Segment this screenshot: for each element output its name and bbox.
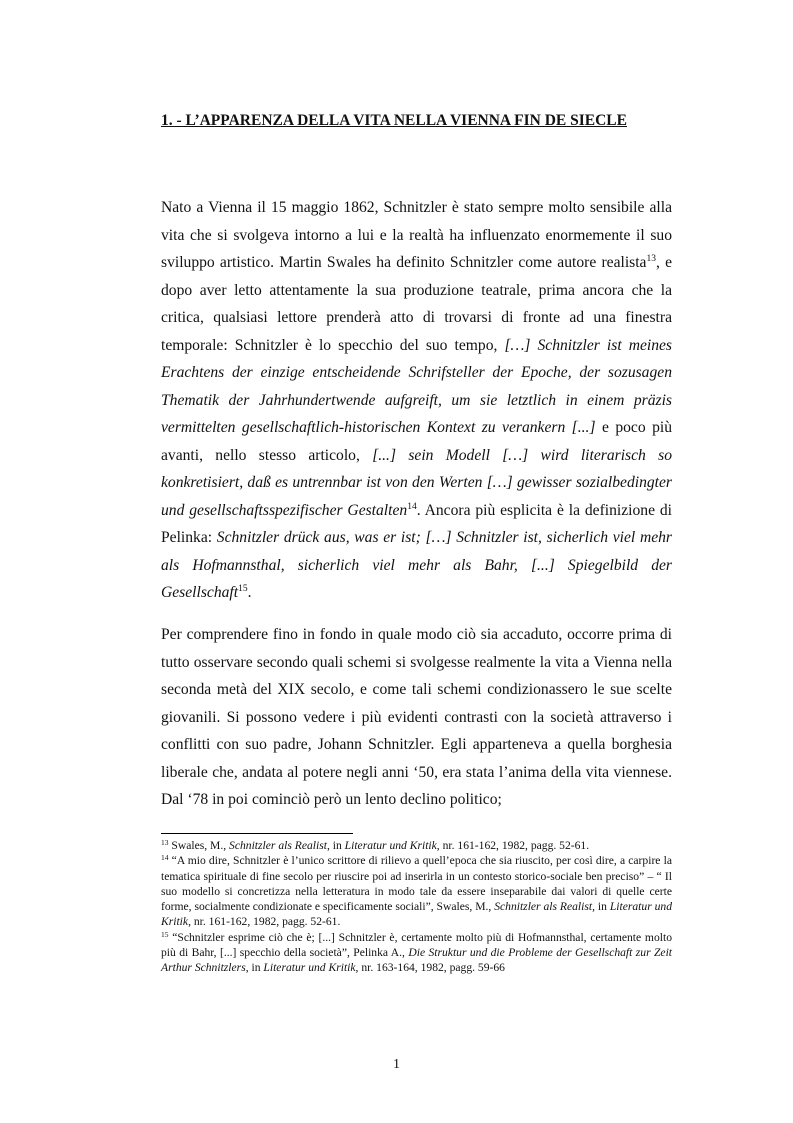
footnote-title: Die Struktur und die Probleme der Gesellschaft zur Zeit Arthur Schnitzlers [161,946,673,975]
footnote-text: , in [326,839,345,852]
footnote-journal: Literatur und Kritik [263,961,356,975]
chapter-heading: 1. - L’APPARENZA DELLA VITA NELLA VIENNA FIN DE SIECLE [161,112,627,129]
footnote-ref-14: 14 [407,501,417,512]
footnote-number: 13 [161,838,169,847]
footnote-separator [161,833,353,834]
text-run: , e dopo aver letto attentamente la sua produzione teatrale, prima ancora che la critica, qualsiasi lettore prenderà atto di trovarsi di fronte ad una finestra temporale: Schnitzler è lo specchio del suo tempo, [161,254,673,354]
footnote-title: Schnitzler als Realist [229,839,327,852]
footnote-text: , nr. 161-162, 1982, pagg. 52-61. [436,839,590,852]
quote-swales-1: […] Schnitzler ist meines Erachtens der einzige entscheidende Schrifsteller der Epoche, der sozusagen Thematik der Jahrhundertwende aufgreift, um sie letztlich in einem präzis vermittelten gesellschaftlich-historischen Kontext zu verankern [...] [161,336,672,436]
footnote-13 [161,838,672,853]
footnote-ref-13: 13 [646,254,656,264]
footnote-14 [161,853,672,929]
paragraph-2: Per comprendere fino in fondo in quale modo ciò sia accaduto, occorre prima di tutto osservare secondo quali schemi si svolgesse realmente la vita a Vienna nella seconda metà del XIX secolo, e come tali schemi condizionassero le sue scelte giovanili. Si possono vedere i più evidenti contrasti con la società attraverso i conflitti con suo padre, Johann Schnitzler. Egli apparteneva a quella borghesia liberale che, andata al potere negli anni ‘50, era stata l’anima della vita viennese. Dal ‘78 in poi cominciò però un lento declino politico; [161,626,672,808]
page-number: 1 [393,1057,400,1072]
footnote-text: , in [245,961,264,975]
footnote-text: “A mio dire, Schnitzler è l’unico scrittore di rilievo a quell’epoca che sia riuscito, per così dire, a carpire la tematica spirituale di fine secolo per riuscire poi ad inserirla in un contesto storico-sociale ben preciso” – “ Il suo modello si concretizza nella letteratura in modo tale da essere inseparabile dai valori di quelle certe forme, socialmente condizionate e specificamente sociali”, Swales, M., [161,854,672,914]
text-run: e poco più avanti, nello stesso articolo, [161,419,672,464]
footnote-text: , nr. 161-162, 1982, pagg. 52-61. [188,915,341,929]
footnote-journal: Literatur und Kritik [344,839,437,852]
text-run: Nato a Vienna il 15 maggio 1862, Schnitzler è stato sempre molto sensibile alla vita che si svolgeva intorno a lui e la realtà ha influenzato enormemente il suo sviluppo artistico. Martin Swales ha definito Schnitzler come autore realista [161,199,672,271]
footnote-text: , nr. 163-164, 1982, pagg. 59-66 [355,961,505,975]
footnote-15 [161,930,672,976]
footnote-text: , in [592,900,610,914]
footnote-journal: Literatur und Kritik [161,900,672,929]
footnote-ref-15: 15 [238,584,248,594]
footnote-text: “Schnitzler esprime ciò che è; [...] Schnitzler è, certamente molto più di Hofmannsthal, certamente molto più di Bahr, [...] specchio della società”, Pelinka A., [161,930,672,960]
footnote-number: 14 [161,853,169,863]
text-run: . Ancora più esplicita è la definizione di Pelinka: [161,501,672,546]
paragraph-1 [161,194,672,607]
footnote-title: Schnitzler als Realist [494,900,593,914]
footnotes [161,838,672,976]
quote-pelinka: Schnitzler drück aus, was er ist; […] Schnitzler ist, sicherlich viel mehr als Hofmannsthal, sicherlich viel mehr als Bahr, [...] Spiegelbild der Gesellschaft [161,529,672,601]
quote-swales-2: [...] sein Modell […] wird literarisch so konkretisiert, daß es untrennbar ist von den Werten […] gewisser sozialbedingter und gesellschaftsspezifischer Gestalten [161,446,672,519]
text-run: . [247,584,252,601]
footnote-number: 15 [161,929,169,939]
footnote-text: Swales, M., [168,839,230,852]
